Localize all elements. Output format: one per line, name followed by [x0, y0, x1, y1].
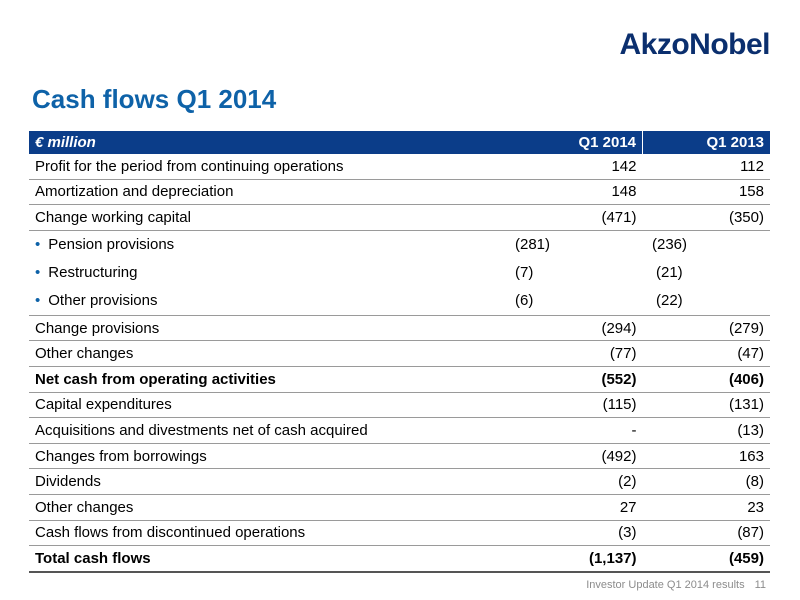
subtotal-row: [29, 366, 770, 392]
value-q1-2014: (552): [515, 366, 643, 392]
sub-value-q1-2014: (6): [515, 292, 534, 310]
page-number: 11: [754, 579, 766, 591]
sub-row-label: • Other provisions: [35, 292, 158, 310]
column-header-q1-2014: Q1 2014: [515, 131, 643, 154]
table-row: [29, 315, 770, 341]
value-q1-2014: (115): [515, 392, 643, 418]
value-q1-2013: (279): [643, 315, 771, 341]
table-row: [29, 418, 770, 444]
row-label: Profit for the period from continuing operations: [35, 157, 344, 175]
sub-row-values: [515, 230, 770, 259]
value-q1-2013: (87): [643, 520, 771, 546]
table-row: [29, 392, 770, 418]
row-label: Other changes: [29, 494, 515, 520]
table-row: [29, 443, 770, 469]
table-row: [29, 341, 770, 367]
row-label: Changes from borrowings: [29, 443, 515, 469]
sub-value-q1-2013: (236): [652, 236, 688, 254]
row-label: Acquisitions and divestments net of cash acquired: [29, 418, 515, 444]
table-row: [29, 469, 770, 495]
value-q1-2014: (77): [515, 341, 643, 367]
row-label: Amortization and depreciation: [29, 179, 515, 205]
bullet-icon: •: [35, 236, 41, 254]
table-row: [29, 494, 770, 520]
sub-row-values: [515, 259, 770, 287]
row-label: Dividends: [29, 469, 515, 495]
sub-value-q1-2014: (281): [515, 236, 551, 254]
sub-row-label: • Pension provisions: [29, 230, 515, 259]
row-label: Change provisions: [29, 315, 515, 341]
value-q1-2013: (8): [643, 469, 771, 495]
row-label: Change working capital: [29, 205, 515, 231]
sub-value-q1-2014: (7): [515, 264, 534, 282]
footer: [586, 579, 766, 591]
sub-row-label: • Restructuring: [35, 264, 138, 282]
column-header-q1-2013: Q1 2013: [643, 131, 771, 154]
table-row: [29, 205, 770, 231]
value-q1-2014: 148: [515, 179, 643, 205]
value-q1-2014: (3): [515, 520, 643, 546]
value-q1-2013: (47): [643, 341, 771, 367]
value-q1-2013: (131): [643, 392, 771, 418]
footer-text: Investor Update Q1 2014 results: [586, 579, 745, 591]
total-row: [29, 546, 770, 572]
value-q1-2013: 158: [643, 179, 771, 205]
value-q1-2013: (350): [643, 205, 771, 231]
column-header-unit: € million: [29, 131, 515, 154]
row-label: Other changes: [29, 341, 515, 367]
company-logo: AkzoNobel: [619, 28, 770, 61]
value-q1-2013: (13): [643, 418, 771, 444]
sub-row-values: [515, 287, 770, 316]
sub-row: [29, 287, 770, 316]
sub-row: [29, 230, 770, 259]
value-q1-2013: 23: [643, 494, 771, 520]
cash-flow-table: [29, 131, 770, 573]
bullet-icon: •: [35, 292, 41, 310]
value-q1-2014: 27: [515, 494, 643, 520]
value-q1-2014: (2): [515, 469, 643, 495]
value-q1-2013: (459): [643, 546, 771, 572]
sub-value-q1-2013: (22): [656, 292, 683, 310]
row-label: Net cash from operating activities: [29, 366, 515, 392]
page-title: Cash flows Q1 2014: [32, 84, 277, 114]
sub-value-q1-2013: (21): [656, 264, 683, 282]
value-q1-2014: (492): [515, 443, 643, 469]
table-row: [29, 520, 770, 546]
value-q1-2013: (406): [643, 366, 771, 392]
value-q1-2013: 112: [740, 157, 764, 175]
table-row: [29, 179, 770, 205]
row-label: Capital expenditures: [29, 392, 515, 418]
row-label: Cash flows from discontinued operations: [29, 520, 515, 546]
value-q1-2014: (471): [515, 205, 643, 231]
sub-row: [29, 259, 770, 287]
value-q1-2014: (294): [515, 315, 643, 341]
table-header-row: [29, 131, 770, 154]
value-q1-2013: 163: [643, 443, 771, 469]
bullet-icon: •: [35, 264, 41, 282]
table-row: [29, 154, 770, 179]
value-q1-2014: -: [515, 418, 643, 444]
value-q1-2014: 142: [611, 157, 637, 175]
value-q1-2014: (1,137): [515, 546, 643, 572]
row-label: Total cash flows: [29, 546, 515, 572]
